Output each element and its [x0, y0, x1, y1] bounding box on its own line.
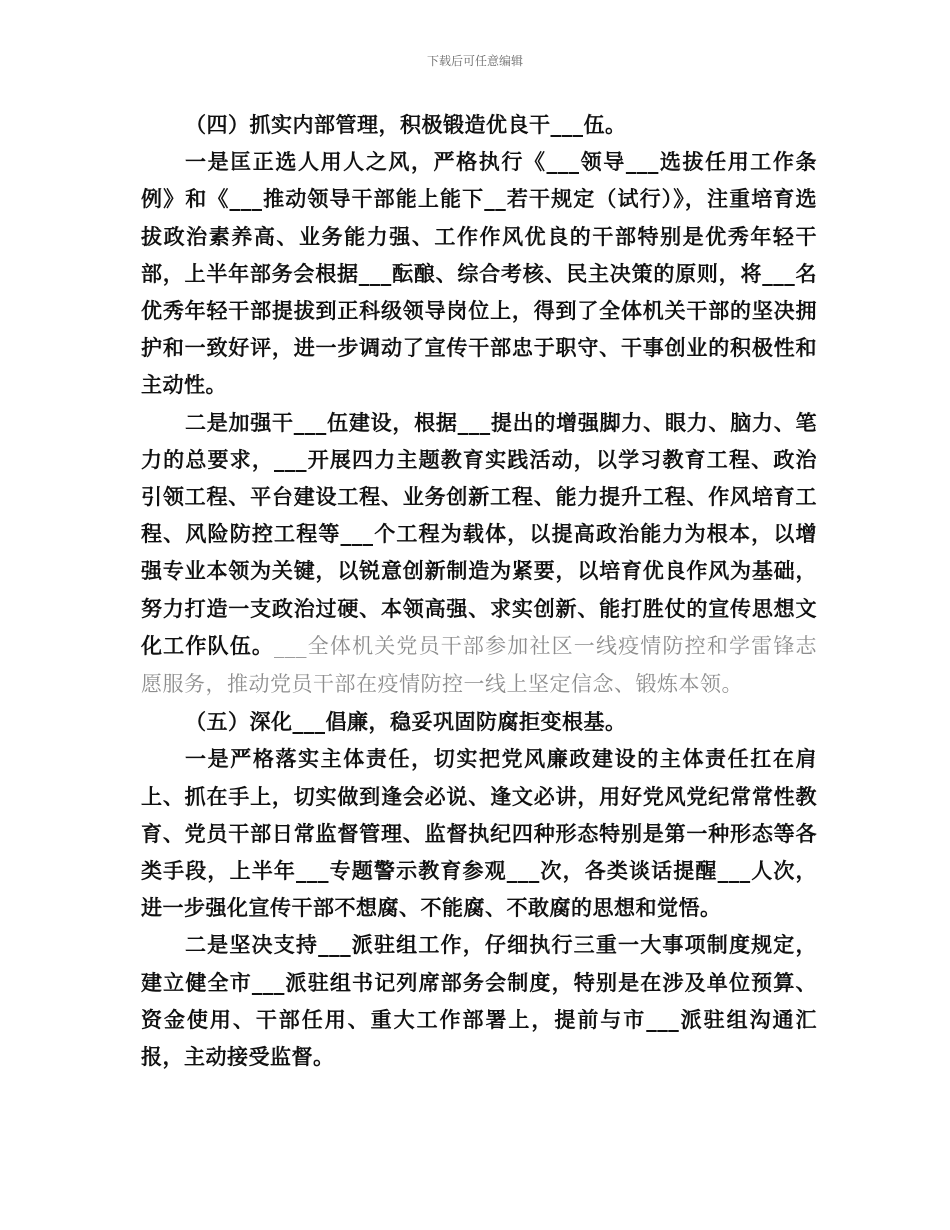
- paragraph-cadre-selection: 一是匡正选人用人之风，严格执行《___领导___选拔任用工作条例》和《___推动领导干部能上能下__若干规定（试行）》，注重培育选拔政治素养高、业务能力强、工作作风优良的干部特别是优秀年轻干部，上半年部务会根据___酝酿、综合考核、民主决策的原则，将___名优秀年轻干部提拔到正科级领导岗位上，得到了全体机关干部的坚决拥护和一致好评，进一步调动了宣传干部忠于职守、干事创业的积极性和主动性。: [141, 149, 817, 398]
- team-building-gray-text: ___全体机关党员干部参加社区一线疫情防控和学雷锋志愿服务，推动党员干部在疫情防控一线上坚定信念、锻炼本领。: [141, 633, 818, 697]
- team-building-text: 二是加强干___伍建设，根据___提出的增强脚力、眼力、脑力、笔力的总要求，___开展四力主题教育实践活动，以学习教育工程、政治引领工程、平台建设工程、业务创新工程、能力提升工程、作风培育工程、风险防控工程等___个工程为载体，以提高政治能力为根本，以增强专业本领为关键，以锐意创新制造为紧要，以培育优良作风为基础，努力打造一支政治过硬、本领高强、求实创新、能打胜仗的宣传思想文化工作队伍。: [141, 409, 817, 658]
- document-body: [141, 106, 817, 1075]
- paragraph-supervision-support: 二是坚决支持___派驻组工作，仔细执行三重一大事项制度规定，建立健全市___派驻组书记列席部务会制度，特别是在涉及单位预算、资金使用、干部任用、重大工作部署上，提前与市___派驻组沟通汇报，主动接受监督。: [141, 932, 817, 1070]
- page-header-note: 下载后可任意编辑: [426, 54, 523, 68]
- section-heading-5: （五）深化___倡廉，稳妥巩固防腐拒变根基。: [185, 709, 627, 735]
- paragraph-main-responsibility: 一是严格落实主体责任，切实把党风廉政建设的主体责任扛在肩上、抓在手上，切实做到逢会必说、逢文必讲，用好党风党纪常常性教育、党员干部日常监督管理、监督执纪四种形态特别是第一种形态等各类手段，上半年___专题警示教育参观___次，各类谈话提醒___人次，进一步强化宣传干部不想腐、不能腐、不敢腐的思想和觉悟。: [141, 746, 817, 921]
- section-heading-4: （四）抓实内部管理，积极锻造优良干___伍。: [185, 112, 627, 137]
- paragraph-team-building: [141, 404, 817, 704]
